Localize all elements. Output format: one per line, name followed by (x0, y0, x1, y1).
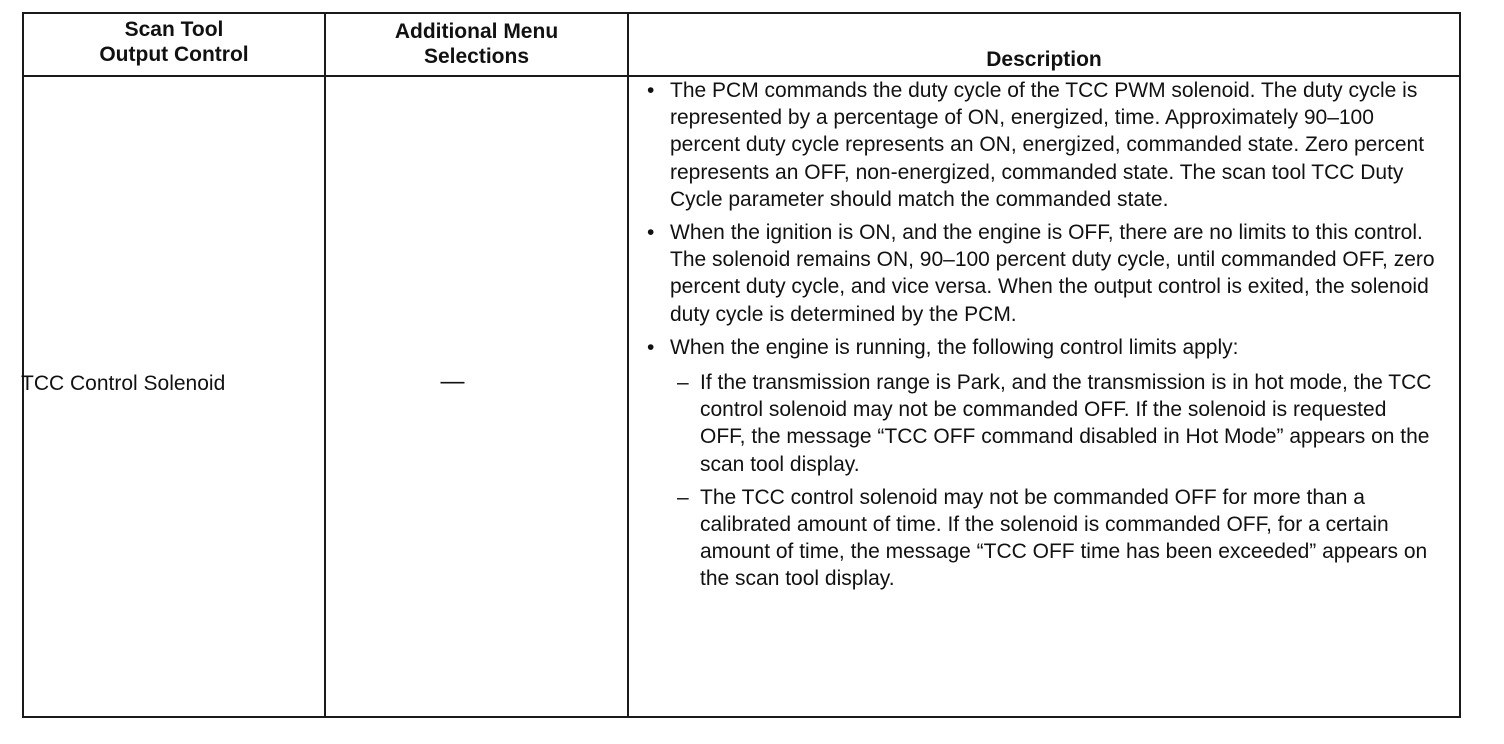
cell-output-control: TCC Control Solenoid (21, 372, 226, 395)
header-text: Additional Menu (394, 20, 559, 43)
header-description (629, 14, 1459, 75)
header-text: Scan Tool (124, 18, 224, 41)
description-bullet: • When the ignition is ON, and the engine is OFF, there are no limits to this control. The solenoid remains ON, 90–100 percent duty cycle, until commanded OFF, zero percent duty cycle, and vice versa. When the output control is exited, the solenoid duty cycle is determined by the PCM. (646, 219, 1436, 328)
description-bullet: • When the engine is running, the following control limits apply: (646, 334, 1436, 361)
header-additional-menu-selections (326, 14, 627, 75)
description-sub-bullet: – The TCC control solenoid may not be commanded OFF for more than a calibrated amount of time. If the solenoid is commanded OFF, for a certain amount of time, the message “TCC OFF time has been exceeded” appears on the scan tool display. (646, 484, 1436, 593)
column-divider (627, 14, 629, 716)
header-text: Output Control (99, 43, 249, 66)
description-sub-bullet: – If the transmission range is Park, and the transmission is in hot mode, the TCC control solenoid may not be commanded OFF. If the solenoid is requested OFF, the message “TCC OFF command disabled in Hot Mode” appears on the scan tool display. (646, 369, 1436, 478)
header-scan-tool-output-control (24, 14, 324, 75)
cell-description (646, 77, 1436, 599)
description-bullet: • The PCM commands the duty cycle of the TCC PWM solenoid. The duty cycle is represented by a percentage of ON, energized, time. Approximately 90–100 percent duty cycle represents an ON, energized, commanded state. Zero percent represents an OFF, non-energized, commanded state. The scan tool TCC Duty Cycle parameter should match the commanded state. (646, 77, 1436, 213)
header-text: Description (986, 48, 1102, 71)
cell-menu-selection: — (440, 368, 465, 395)
header-text: Selections (423, 45, 530, 68)
column-divider (324, 14, 326, 716)
